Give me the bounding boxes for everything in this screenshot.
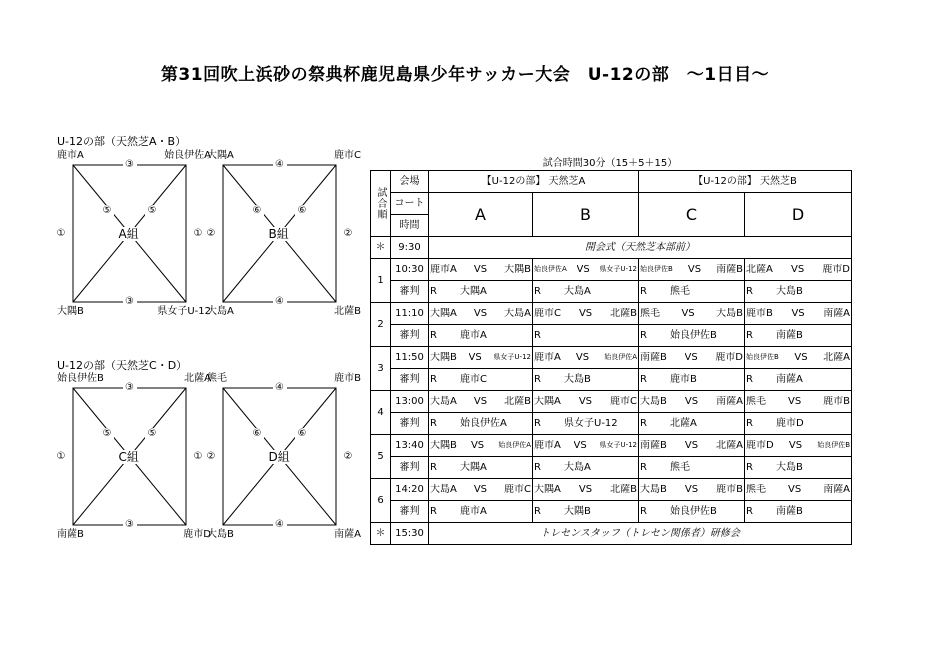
court-b: B xyxy=(533,193,639,237)
match-row xyxy=(371,391,852,413)
team-top-left: 熊毛 xyxy=(207,373,227,384)
match-cell xyxy=(745,347,852,369)
away-team: 県女子U-12 xyxy=(493,353,531,361)
vs-label: VS xyxy=(578,484,593,495)
vs-label: VS xyxy=(687,264,702,275)
home-team: 始良伊佐B xyxy=(746,353,779,361)
referee-team: 県女子U-12 xyxy=(564,418,618,429)
court-d: D xyxy=(745,193,852,237)
team-bottom-right: 鹿市D xyxy=(183,529,211,540)
match-cell xyxy=(639,479,745,501)
referee-cell xyxy=(745,501,852,523)
match-cell xyxy=(429,435,533,457)
referee-cell xyxy=(429,501,533,523)
referee-cell xyxy=(533,281,639,303)
away-team: 大島B xyxy=(716,308,743,319)
referee-team: 鹿市C xyxy=(460,374,487,385)
referee-cell xyxy=(429,369,533,391)
referee-team: 南薩B xyxy=(776,330,803,341)
match-number-inner-left: ⑤ xyxy=(100,205,114,217)
team-top-right: 鹿市C xyxy=(334,150,361,161)
referee-row xyxy=(371,281,852,303)
ref-mark: R xyxy=(746,330,753,341)
away-team: 北薩A xyxy=(823,352,851,363)
vs-label: VS xyxy=(791,308,805,319)
vs-label: VS xyxy=(573,440,587,451)
home-team: 大島B xyxy=(640,484,667,495)
away-team: 鹿市C xyxy=(610,396,637,407)
match-number-inner-right: ⑤ xyxy=(145,428,159,440)
match-number-top: ④ xyxy=(273,382,287,394)
ref-mark: R xyxy=(534,506,541,517)
group-name: B組 xyxy=(268,226,289,241)
vs-label: VS xyxy=(578,396,593,407)
vs-label: VS xyxy=(794,352,808,363)
away-team: 鹿市D xyxy=(715,352,744,363)
match-number-top: ④ xyxy=(273,159,287,171)
vs-label: VS xyxy=(575,352,590,363)
referee-team: 大島A xyxy=(564,462,591,473)
referee-team: 大隅A xyxy=(460,462,487,473)
match-number-right: ① xyxy=(191,451,205,463)
match-row xyxy=(371,347,852,369)
home-team: 熊毛 xyxy=(746,484,767,495)
team-bottom-left: 大隅B xyxy=(57,306,84,317)
match-number-bottom: ③ xyxy=(123,296,137,308)
match-cell xyxy=(639,435,745,457)
closing-mark: ＊ xyxy=(371,523,391,545)
referee-label: 審判 xyxy=(391,413,429,435)
team-top-left: 始良伊佐B xyxy=(57,373,104,384)
vs-label: VS xyxy=(681,308,695,319)
court-c: C xyxy=(639,193,745,237)
match-cell xyxy=(745,435,852,457)
referee-row xyxy=(371,325,852,347)
team-bottom-right: 南薩A xyxy=(334,529,361,540)
home-team: 鹿市A xyxy=(534,352,561,363)
referee-cell xyxy=(429,325,533,347)
vs-label: VS xyxy=(473,308,488,319)
away-team: 県女子U-12 xyxy=(599,265,637,273)
round-time: 13:00 xyxy=(391,391,429,413)
away-team: 南薩B xyxy=(716,264,743,275)
venue-ab: 【U-12の部】 天然芝A xyxy=(429,171,639,193)
home-team: 大隅B xyxy=(430,352,457,363)
away-team: 鹿市B xyxy=(716,484,743,495)
referee-cell xyxy=(639,501,745,523)
group-diagram-2 xyxy=(53,373,213,543)
vs-label: VS xyxy=(790,264,805,275)
home-team: 鹿市A xyxy=(534,440,561,451)
vs-label: VS xyxy=(788,484,802,495)
section-title-ab: U-12の部（天然芝A・B） xyxy=(57,135,187,148)
vs-label: VS xyxy=(788,440,803,451)
ref-mark: R xyxy=(534,286,541,297)
vs-label: VS xyxy=(684,484,699,495)
ref-mark: R xyxy=(746,418,753,429)
referee-cell xyxy=(533,501,639,523)
match-cell xyxy=(533,479,639,501)
ref-mark: R xyxy=(534,330,541,341)
ref-mark: R xyxy=(430,418,437,429)
home-team: 熊毛 xyxy=(640,308,661,319)
away-team: 県女子U-12 xyxy=(599,441,638,449)
time-label: 時間 xyxy=(391,215,429,237)
round-number: 5 xyxy=(371,435,391,479)
ref-mark: R xyxy=(640,286,647,297)
vs-label: VS xyxy=(684,396,699,407)
vs-label: VS xyxy=(473,396,488,407)
match-cell xyxy=(745,303,852,325)
round-number: 3 xyxy=(371,347,391,391)
team-bottom-left: 南薩B xyxy=(57,529,84,540)
home-team: 大島B xyxy=(640,396,667,407)
match-cell xyxy=(533,259,639,281)
round-time: 13:40 xyxy=(391,435,429,457)
vs-label: VS xyxy=(473,264,488,275)
vs-label: VS xyxy=(473,484,488,495)
referee-team: 始良伊佐B xyxy=(670,330,717,341)
referee-team: 南薩A xyxy=(776,374,803,385)
match-cell xyxy=(639,259,745,281)
referee-team: 始良伊佐B xyxy=(670,506,717,517)
ref-mark: R xyxy=(640,330,647,341)
referee-cell xyxy=(639,413,745,435)
home-team: 大島A xyxy=(430,484,457,495)
ref-mark: R xyxy=(430,330,437,341)
ref-mark: R xyxy=(430,374,437,385)
page-title: 第31回吹上浜砂の祭典杯鹿児島県少年サッカー大会 U-12の部 ～1日目～ xyxy=(160,65,770,85)
match-cell xyxy=(429,347,533,369)
match-number-bottom: ④ xyxy=(273,519,287,531)
home-team: 鹿市C xyxy=(534,308,561,319)
match-cell xyxy=(429,303,533,325)
opening-ceremony: 開会式（天然芝本部前） xyxy=(429,237,852,259)
section-title-cd: U-12の部（天然芝C・D） xyxy=(57,359,188,372)
team-top-left: 鹿市A xyxy=(57,150,84,161)
referee-row xyxy=(371,369,852,391)
team-bottom-left: 大島B xyxy=(207,529,234,540)
away-team: 始良伊佐A xyxy=(498,441,531,449)
ref-mark: R xyxy=(534,418,541,429)
closing-time: 15:30 xyxy=(391,523,429,545)
ref-mark: R xyxy=(746,506,753,517)
match-number-inner-left: ⑥ xyxy=(250,205,264,217)
away-team: 北薩B xyxy=(610,484,638,495)
vs-label: VS xyxy=(578,308,593,319)
referee-team: 大島B xyxy=(776,462,803,473)
referee-team: 大隅A xyxy=(460,286,487,297)
home-team: 大島A xyxy=(430,396,457,407)
opening-mark: ＊ xyxy=(371,237,391,259)
team-top-right: 始良伊佐A xyxy=(164,150,211,161)
referee-row xyxy=(371,413,852,435)
home-team: 大隅A xyxy=(430,308,457,319)
referee-cell xyxy=(533,325,639,347)
referee-team: 大隅B xyxy=(564,506,591,517)
ref-mark: R xyxy=(534,462,541,473)
ref-mark: R xyxy=(746,374,753,385)
referee-label: 審判 xyxy=(391,281,429,303)
away-team: 大島A xyxy=(504,308,531,319)
referee-team: 大島B xyxy=(564,374,591,385)
referee-cell xyxy=(429,457,533,479)
match-cell xyxy=(745,479,852,501)
referee-label: 審判 xyxy=(391,501,429,523)
match-number-left: ① xyxy=(54,228,68,240)
referee-team: 熊毛 xyxy=(670,462,691,473)
match-number-inner-right: ⑤ xyxy=(145,205,159,217)
match-cell xyxy=(533,347,639,369)
referee-team: 南薩B xyxy=(776,506,803,517)
referee-cell xyxy=(533,457,639,479)
round-time: 10:30 xyxy=(391,259,429,281)
match-row xyxy=(371,479,852,501)
referee-team: 北薩A xyxy=(670,418,697,429)
court-a: A xyxy=(429,193,533,237)
home-team: 始良伊佐B xyxy=(640,265,673,273)
ref-mark: R xyxy=(534,374,541,385)
match-cell xyxy=(745,259,852,281)
referee-cell xyxy=(639,325,745,347)
team-bottom-right: 県女子U-12 xyxy=(157,306,211,317)
match-number-inner-left: ⑤ xyxy=(100,428,114,440)
away-team: 北薩B xyxy=(504,396,531,407)
referee-cell xyxy=(429,413,533,435)
vs-label: VS xyxy=(468,352,482,363)
away-team: 南薩A xyxy=(823,308,851,319)
match-cell xyxy=(429,479,533,501)
match-number-right: ② xyxy=(341,228,355,240)
home-team: 大隅A xyxy=(534,396,561,407)
match-number-inner-left: ⑥ xyxy=(250,428,264,440)
referee-cell xyxy=(639,457,745,479)
referee-team: 鹿市A xyxy=(460,330,487,341)
match-number-top: ③ xyxy=(123,159,137,171)
match-cell xyxy=(429,259,533,281)
round-time: 11:50 xyxy=(391,347,429,369)
match-number-left: ② xyxy=(204,228,218,240)
round-time: 11:10 xyxy=(391,303,429,325)
match-cell xyxy=(533,391,639,413)
ref-mark: R xyxy=(746,286,753,297)
match-row xyxy=(371,303,852,325)
referee-team: 鹿市B xyxy=(670,374,697,385)
match-cell xyxy=(533,435,639,457)
match-row xyxy=(371,259,852,281)
group-name: D組 xyxy=(268,449,290,464)
vs-label: VS xyxy=(684,440,699,451)
round-number: 6 xyxy=(371,479,391,523)
referee-cell xyxy=(533,369,639,391)
referee-team: 大島B xyxy=(776,286,803,297)
vs-label: VS xyxy=(470,440,485,451)
match-number-bottom: ③ xyxy=(123,519,137,531)
team-top-right: 北薩A xyxy=(184,373,211,384)
ref-mark: R xyxy=(430,462,437,473)
group-diagram-1 xyxy=(203,150,363,320)
away-team: 始良伊佐A xyxy=(604,353,637,361)
home-team: 大隅A xyxy=(534,484,561,495)
home-team: 熊毛 xyxy=(746,396,767,407)
match-cell xyxy=(639,347,745,369)
round-time: 14:20 xyxy=(391,479,429,501)
away-team: 大隅B xyxy=(504,264,531,275)
opening-time: 9:30 xyxy=(391,237,429,259)
away-team: 鹿市D xyxy=(822,264,851,275)
ref-mark: R xyxy=(640,462,647,473)
ref-mark: R xyxy=(640,418,647,429)
referee-label: 審判 xyxy=(391,325,429,347)
vs-label: VS xyxy=(576,264,590,275)
home-team: 鹿市B xyxy=(746,308,773,319)
home-team: 大隅B xyxy=(430,440,457,451)
ref-mark: R xyxy=(430,506,437,517)
group-name: C組 xyxy=(118,449,139,464)
match-cell xyxy=(429,391,533,413)
order-header: 試合順 xyxy=(371,171,391,237)
referee-cell xyxy=(745,369,852,391)
referee-team: 熊毛 xyxy=(670,286,691,297)
round-number: 1 xyxy=(371,259,391,303)
match-number-inner-right: ⑥ xyxy=(295,205,309,217)
referee-team: 大島A xyxy=(564,286,591,297)
referee-label: 審判 xyxy=(391,369,429,391)
away-team: 始良伊佐B xyxy=(817,441,851,449)
match-cell xyxy=(639,391,745,413)
venue-cd: 【U-12の部】 天然芝B xyxy=(639,171,852,193)
referee-cell xyxy=(639,281,745,303)
match-number-left: ② xyxy=(204,451,218,463)
referee-cell xyxy=(745,281,852,303)
away-team: 鹿市C xyxy=(504,484,531,495)
home-team: 南薩B xyxy=(640,440,667,451)
referee-row xyxy=(371,501,852,523)
match-cell xyxy=(533,303,639,325)
round-number: 2 xyxy=(371,303,391,347)
referee-cell xyxy=(429,281,533,303)
venue-label: 会場 xyxy=(391,171,429,193)
ref-mark: R xyxy=(746,462,753,473)
referee-cell xyxy=(745,325,852,347)
closing-seminar: トレセンスタッフ（トレセン関係者）研修会 xyxy=(429,523,852,545)
away-team: 北薩A xyxy=(716,440,743,451)
team-bottom-left: 大島A xyxy=(207,306,234,317)
group-name: A組 xyxy=(118,226,139,241)
vs-label: VS xyxy=(787,396,802,407)
referee-label: 審判 xyxy=(391,457,429,479)
referee-cell xyxy=(745,457,852,479)
home-team: 始良伊佐A xyxy=(534,265,567,273)
home-team: 鹿市A xyxy=(430,264,457,275)
court-label: コート xyxy=(391,193,429,215)
vs-label: VS xyxy=(684,352,698,363)
ref-mark: R xyxy=(430,286,437,297)
referee-row xyxy=(371,457,852,479)
home-team: 南薩B xyxy=(640,352,667,363)
match-number-right: ① xyxy=(191,228,205,240)
group-diagram-0 xyxy=(53,150,213,320)
match-cell xyxy=(639,303,745,325)
match-number-right: ② xyxy=(341,451,355,463)
away-team: 南薩A xyxy=(716,396,743,407)
match-number-top: ③ xyxy=(123,382,137,394)
match-row xyxy=(371,435,852,457)
referee-cell xyxy=(533,413,639,435)
away-team: 南薩A xyxy=(823,484,851,495)
team-bottom-right: 北薩B xyxy=(334,306,361,317)
match-number-left: ① xyxy=(54,451,68,463)
round-number: 4 xyxy=(371,391,391,435)
home-team: 鹿市D xyxy=(746,440,774,451)
referee-team: 鹿市A xyxy=(460,506,487,517)
match-time-note: 試合時間30分（15＋5＋15） xyxy=(542,158,678,169)
away-team: 鹿市B xyxy=(823,396,851,407)
home-team: 北薩A xyxy=(746,264,773,275)
match-number-bottom: ④ xyxy=(273,296,287,308)
team-top-left: 大隅A xyxy=(207,150,234,161)
away-team: 北薩B xyxy=(610,308,637,319)
referee-team: 鹿市D xyxy=(776,418,804,429)
match-number-inner-right: ⑥ xyxy=(295,428,309,440)
group-diagram-3 xyxy=(203,373,363,543)
match-cell xyxy=(745,391,852,413)
referee-team: 始良伊佐A xyxy=(460,418,507,429)
ref-mark: R xyxy=(640,506,647,517)
referee-cell xyxy=(745,413,852,435)
ref-mark: R xyxy=(640,374,647,385)
schedule-table xyxy=(370,170,852,545)
referee-cell xyxy=(639,369,745,391)
team-top-right: 鹿市B xyxy=(334,373,361,384)
